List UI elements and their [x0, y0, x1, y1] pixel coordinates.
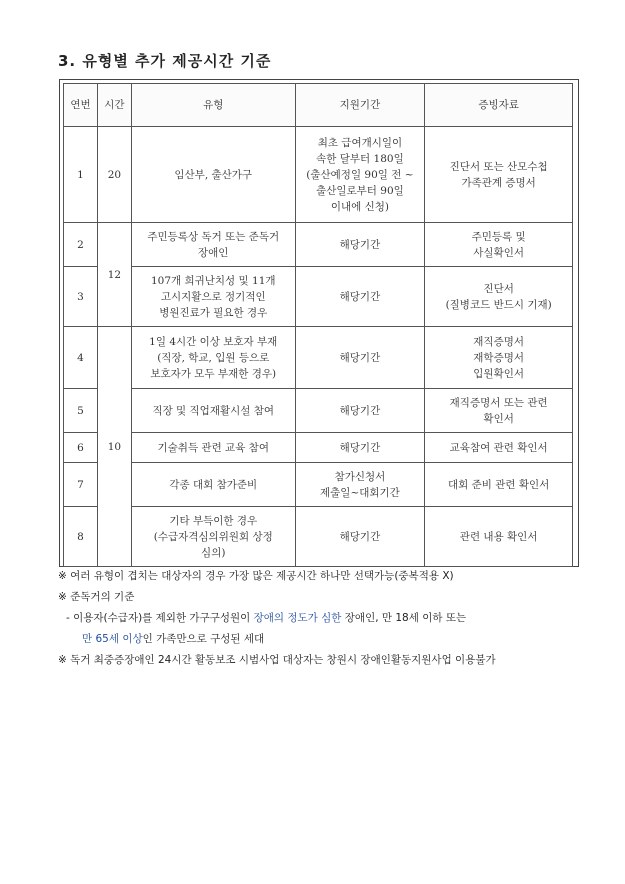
header-no: 연번 — [64, 84, 98, 127]
row-no: 6 — [64, 433, 98, 463]
row-no: 8 — [64, 507, 98, 567]
section-heading: 3. 유형별 추가 제공시간 기준 — [58, 52, 272, 70]
highlight-age: 만 65세 이상 — [82, 633, 143, 645]
table-row — [64, 389, 573, 433]
highlight-severe: 장애의 정도가 심한 — [253, 612, 342, 624]
row-proof: 주민등록 및 사실확인서 — [425, 223, 573, 267]
table-row — [64, 267, 573, 327]
row-period: 최초 급여개시일이 속한 달부터 180일 (출산예정일 90일 전 ~ 출산일로부터 90일 이내에 신청) — [295, 127, 425, 223]
row-type: 각종 대회 참가준비 — [131, 463, 295, 507]
header-period: 지원기간 — [295, 84, 425, 127]
row-type: 주민등록상 독거 또는 준독거 장애인 — [131, 223, 295, 267]
row-hours: 10 — [97, 327, 131, 567]
row-period: 해당기간 — [295, 433, 425, 463]
row-proof: 대회 준비 관련 확인서 — [425, 463, 573, 507]
row-type: 1일 4시간 이상 보호자 부재 (직장, 학교, 입원 등으로 보호자가 모두 부재한 경우) — [131, 327, 295, 389]
row-type: 직장 및 직업재활시설 참여 — [131, 389, 295, 433]
row-period: 참가신청서 제출일~대회기간 — [295, 463, 425, 507]
row-hours: 20 — [97, 127, 131, 223]
row-no: 3 — [64, 267, 98, 327]
row-period: 해당기간 — [295, 507, 425, 567]
header-hours: 시간 — [97, 84, 131, 127]
row-type: 임산부, 출산가구 — [131, 127, 295, 223]
criteria-table — [63, 83, 573, 567]
row-no: 4 — [64, 327, 98, 389]
row-hours: 12 — [97, 223, 131, 327]
row-period: 해당기간 — [295, 327, 425, 389]
note-duplicate: ※ 여러 유형이 겹치는 대상자의 경우 가장 많은 제공시간 하나만 선택가능(중복적용 X) — [58, 570, 454, 582]
row-period: 해당기간 — [295, 267, 425, 327]
note-semi-alone-criteria: - 이용자(수급자)를 제외한 가구구성원이 장애의 정도가 심한 장애인, 만 18세 이하 또는 — [66, 612, 467, 624]
row-period: 해당기간 — [295, 223, 425, 267]
table-row — [64, 433, 573, 463]
note-semi-alone-title: ※ 준독거의 기준 — [58, 591, 135, 603]
header-proof: 증빙자료 — [425, 84, 573, 127]
row-period: 해당기간 — [295, 389, 425, 433]
row-type: 기타 부득이한 경우 (수급자격심의위원회 상정 심의) — [131, 507, 295, 567]
note-pilot-exclusion: ※ 독거 최중증장애인 24시간 활동보조 시범사업 대상자는 창원시 장애인활동지원사업 이용불가 — [58, 654, 496, 666]
note-semi-alone-criteria-cont: 만 65세 이상인 가족만으로 구성된 세대 — [82, 633, 265, 645]
row-no: 7 — [64, 463, 98, 507]
header-type: 유형 — [131, 84, 295, 127]
notes-section — [58, 566, 578, 671]
row-no: 5 — [64, 389, 98, 433]
row-proof: 교육참여 관련 확인서 — [425, 433, 573, 463]
table-row — [64, 127, 573, 223]
table-row — [64, 223, 573, 267]
table-header-row — [64, 84, 573, 127]
table-row — [64, 327, 573, 389]
table-row — [64, 463, 573, 507]
row-proof: 진단서 또는 산모수첩 가족관계 증명서 — [425, 127, 573, 223]
row-no: 2 — [64, 223, 98, 267]
row-proof: 진단서 (질병코드 반드시 기재) — [425, 267, 573, 327]
table-row — [64, 507, 573, 567]
row-proof: 재직증명서 재학증명서 입원확인서 — [425, 327, 573, 389]
row-type: 107개 희귀난치성 및 11개 고시지활으로 정기적인 병원진료가 필요한 경우 — [131, 267, 295, 327]
row-no: 1 — [64, 127, 98, 223]
row-type: 기술취득 관련 교육 참여 — [131, 433, 295, 463]
row-proof: 재직증명서 또는 관련 확인서 — [425, 389, 573, 433]
row-proof: 관련 내용 확인서 — [425, 507, 573, 567]
